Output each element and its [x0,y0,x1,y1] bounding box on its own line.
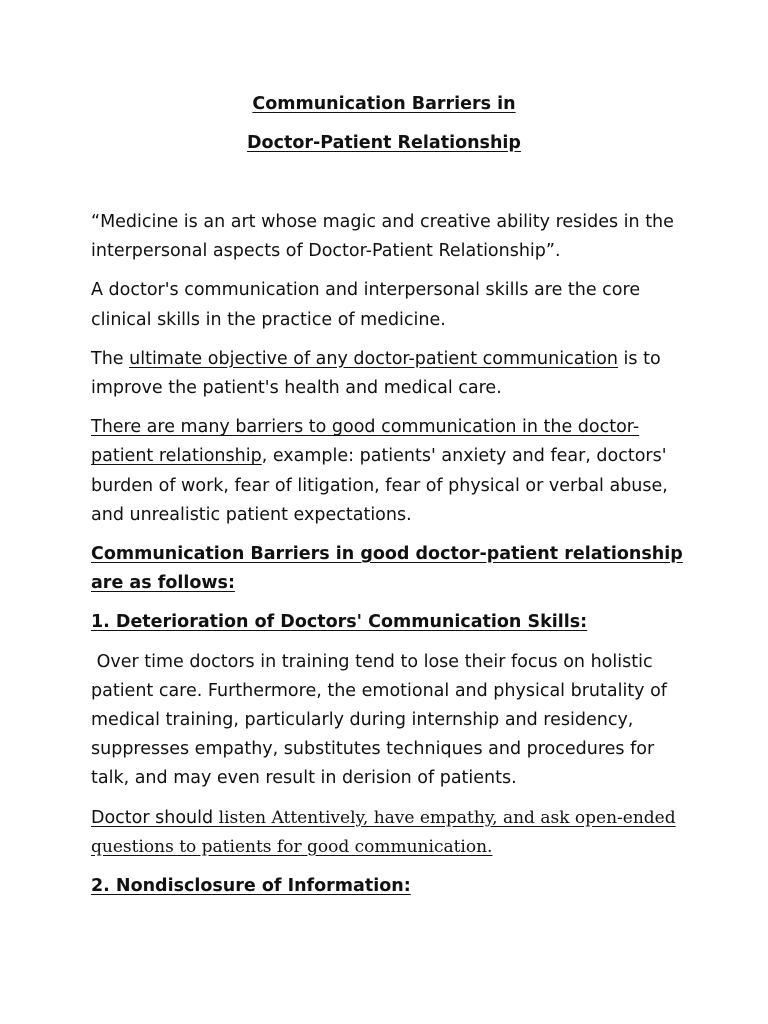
barriers-paragraph [91,413,683,530]
objective-prefix: The [91,348,130,369]
quote-paragraph: “Medicine is an art whose magic and creative ability resides in the interpersonal aspects of Doctor-Patient Relationship”. [91,212,674,262]
document-title-line-2: Doctor-Patient Relationship [247,133,521,153]
section-heading-2: 2. Nondisclosure of Information: [91,876,411,897]
doctor-should-advice: listen Attentively, have empathy, and ask open-ended questions to patients for good communication. [91,807,676,857]
section-heading-1: 1. Deterioration of Doctors' Communication Skills: [91,612,588,633]
doctor-should-paragraph [91,804,683,862]
barriers-suffix: , example: patients' anxiety and fear, doctors' burden of work, fear of litigation, fear of physical or verbal abuse, and unrealistic patient expectations. [91,446,668,525]
training-paragraph: Over time doctors in training tend to lose their focus on holistic patient care. Furthermore, the emotional and physical brutality of medical training, particularly during internship and residency, suppresses empathy, substitutes techniques and procedures for talk, and may even result in derision of patients. [91,651,673,789]
barriers-underlined-text: There are many barriers to good communication in the doctor-patient relationship [91,417,640,467]
doctor-should-prefix: Doctor should [91,807,219,828]
objective-underlined-text: ultimate objective of any doctor-patient communication [129,348,618,369]
objective-suffix: is to improve the patient's health and medical care. [91,348,661,399]
objective-paragraph [91,345,683,403]
document-body [91,208,683,911]
document-title-line-1: Communication Barriers in [252,94,516,114]
skills-paragraph: A doctor's communication and interpersonal skills are the core clinical skills in the practice of medicine. [91,280,641,330]
barriers-list-heading: Communication Barriers in good doctor-patient relationship are as follows: [91,544,683,594]
